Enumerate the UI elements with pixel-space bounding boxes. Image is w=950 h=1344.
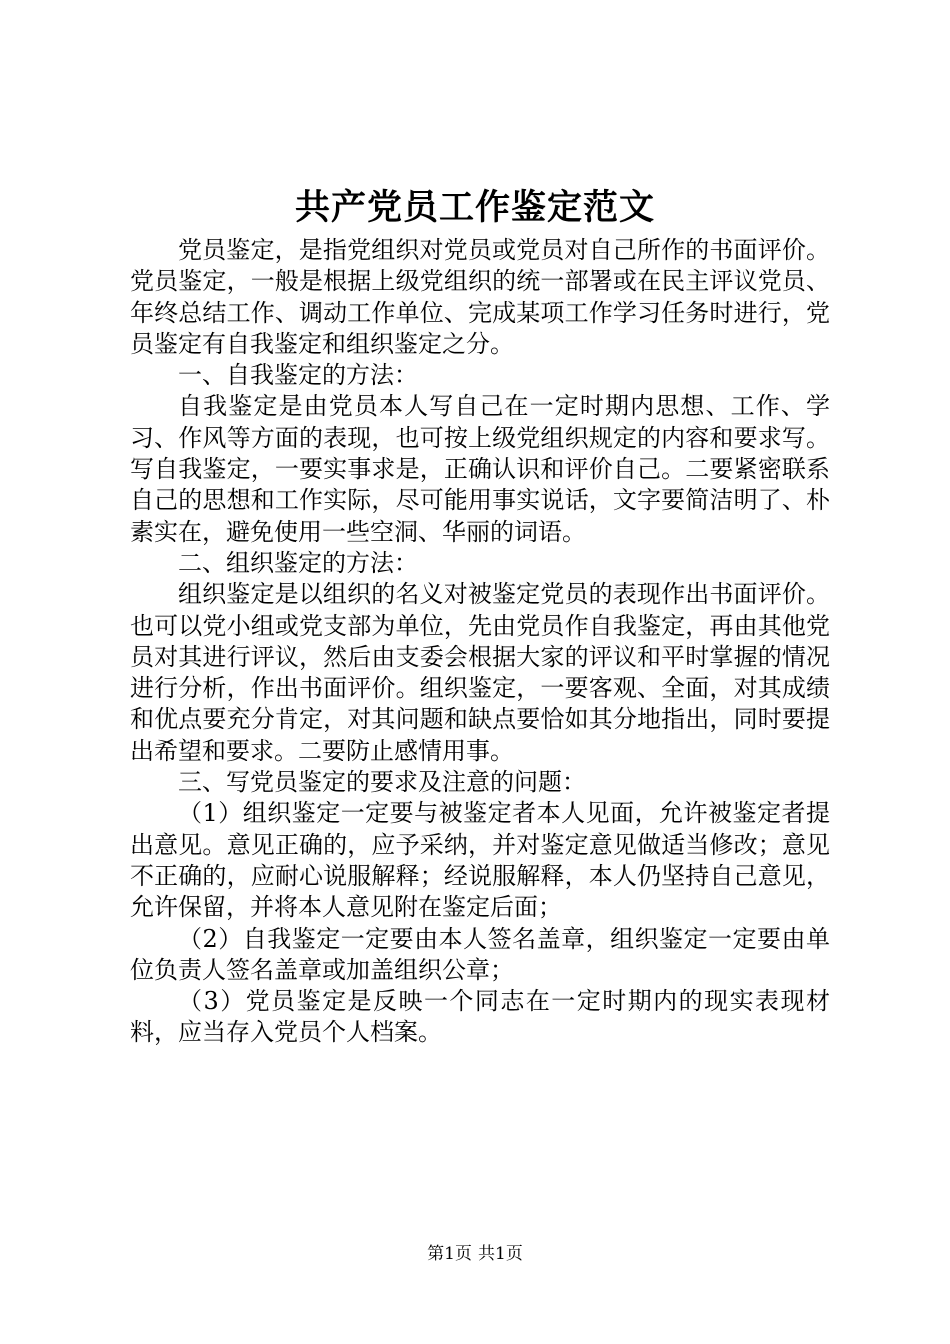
page-footer	[0, 1242, 950, 1266]
organization-appraisal-paragraph: 组织鉴定是以组织的名义对被鉴定党员的表现作出书面评价。也可以党小组或党支部为单位，先由党员作自我鉴定，再由其他党员对其进行评议，然后由支委会根据大家的评议和平时掌握的情况进行分析，作出书面评价。组织鉴定，一要客观、全面，对其成绩和优点要充分肯定，对其问题和缺点要恰如其分地指出，同时要提出希望和要求。二要防止感情用事。	[130, 580, 830, 765]
requirement-item-1: （1）组织鉴定一定要与被鉴定者本人见面，允许被鉴定者提出意见。意见正确的，应予采纳，并对鉴定意见做适当修改；意见不正确的，应耐心说服解释；经说服解释，本人仍坚持自己意见，允许保留，并将本人意见附在鉴定后面；	[130, 799, 830, 922]
document-title: 共产党员工作鉴定范文	[294, 187, 655, 228]
intro-paragraph: 党员鉴定，是指党组织对党员或党员对自己所作的书面评价。党员鉴定，一般是根据上级党组织的统一部署或在民主评议党员、年终总结工作、调动工作单位、完成某项工作学习任务时进行，党员鉴定有自我鉴定和组织鉴定之分。	[130, 236, 830, 358]
requirement-item-3: （3）党员鉴定是反映一个同志在一定时期内的现实表现材料，应当存入党员个人档案。	[130, 987, 830, 1047]
section-heading-organization-appraisal: 二、组织鉴定的方法：	[178, 548, 418, 577]
requirement-item-2: （2）自我鉴定一定要由本人签名盖章，组织鉴定一定要由单位负责人签名盖章或加盖组织公章；	[130, 924, 830, 984]
section-heading-requirements: 三、写党员鉴定的要求及注意的问题：	[178, 768, 586, 797]
section-heading-self-appraisal: 一、自我鉴定的方法：	[178, 361, 418, 390]
page-number-current: 第1页	[427, 1244, 472, 1264]
document-body	[130, 235, 830, 1049]
self-appraisal-paragraph: 自我鉴定是由党员本人写自己在一定时期内思想、工作、学习、作风等方面的表现，也可按上级党组织规定的内容和要求写。写自我鉴定，一要实事求是，正确认识和评价自己。二要紧密联系自己的思想和工作实际，尽可能用事实说话，文字要简洁明了、朴素实在，避免使用一些空洞、华丽的词语。	[130, 392, 830, 546]
page-number-total: 共1页	[478, 1244, 523, 1264]
